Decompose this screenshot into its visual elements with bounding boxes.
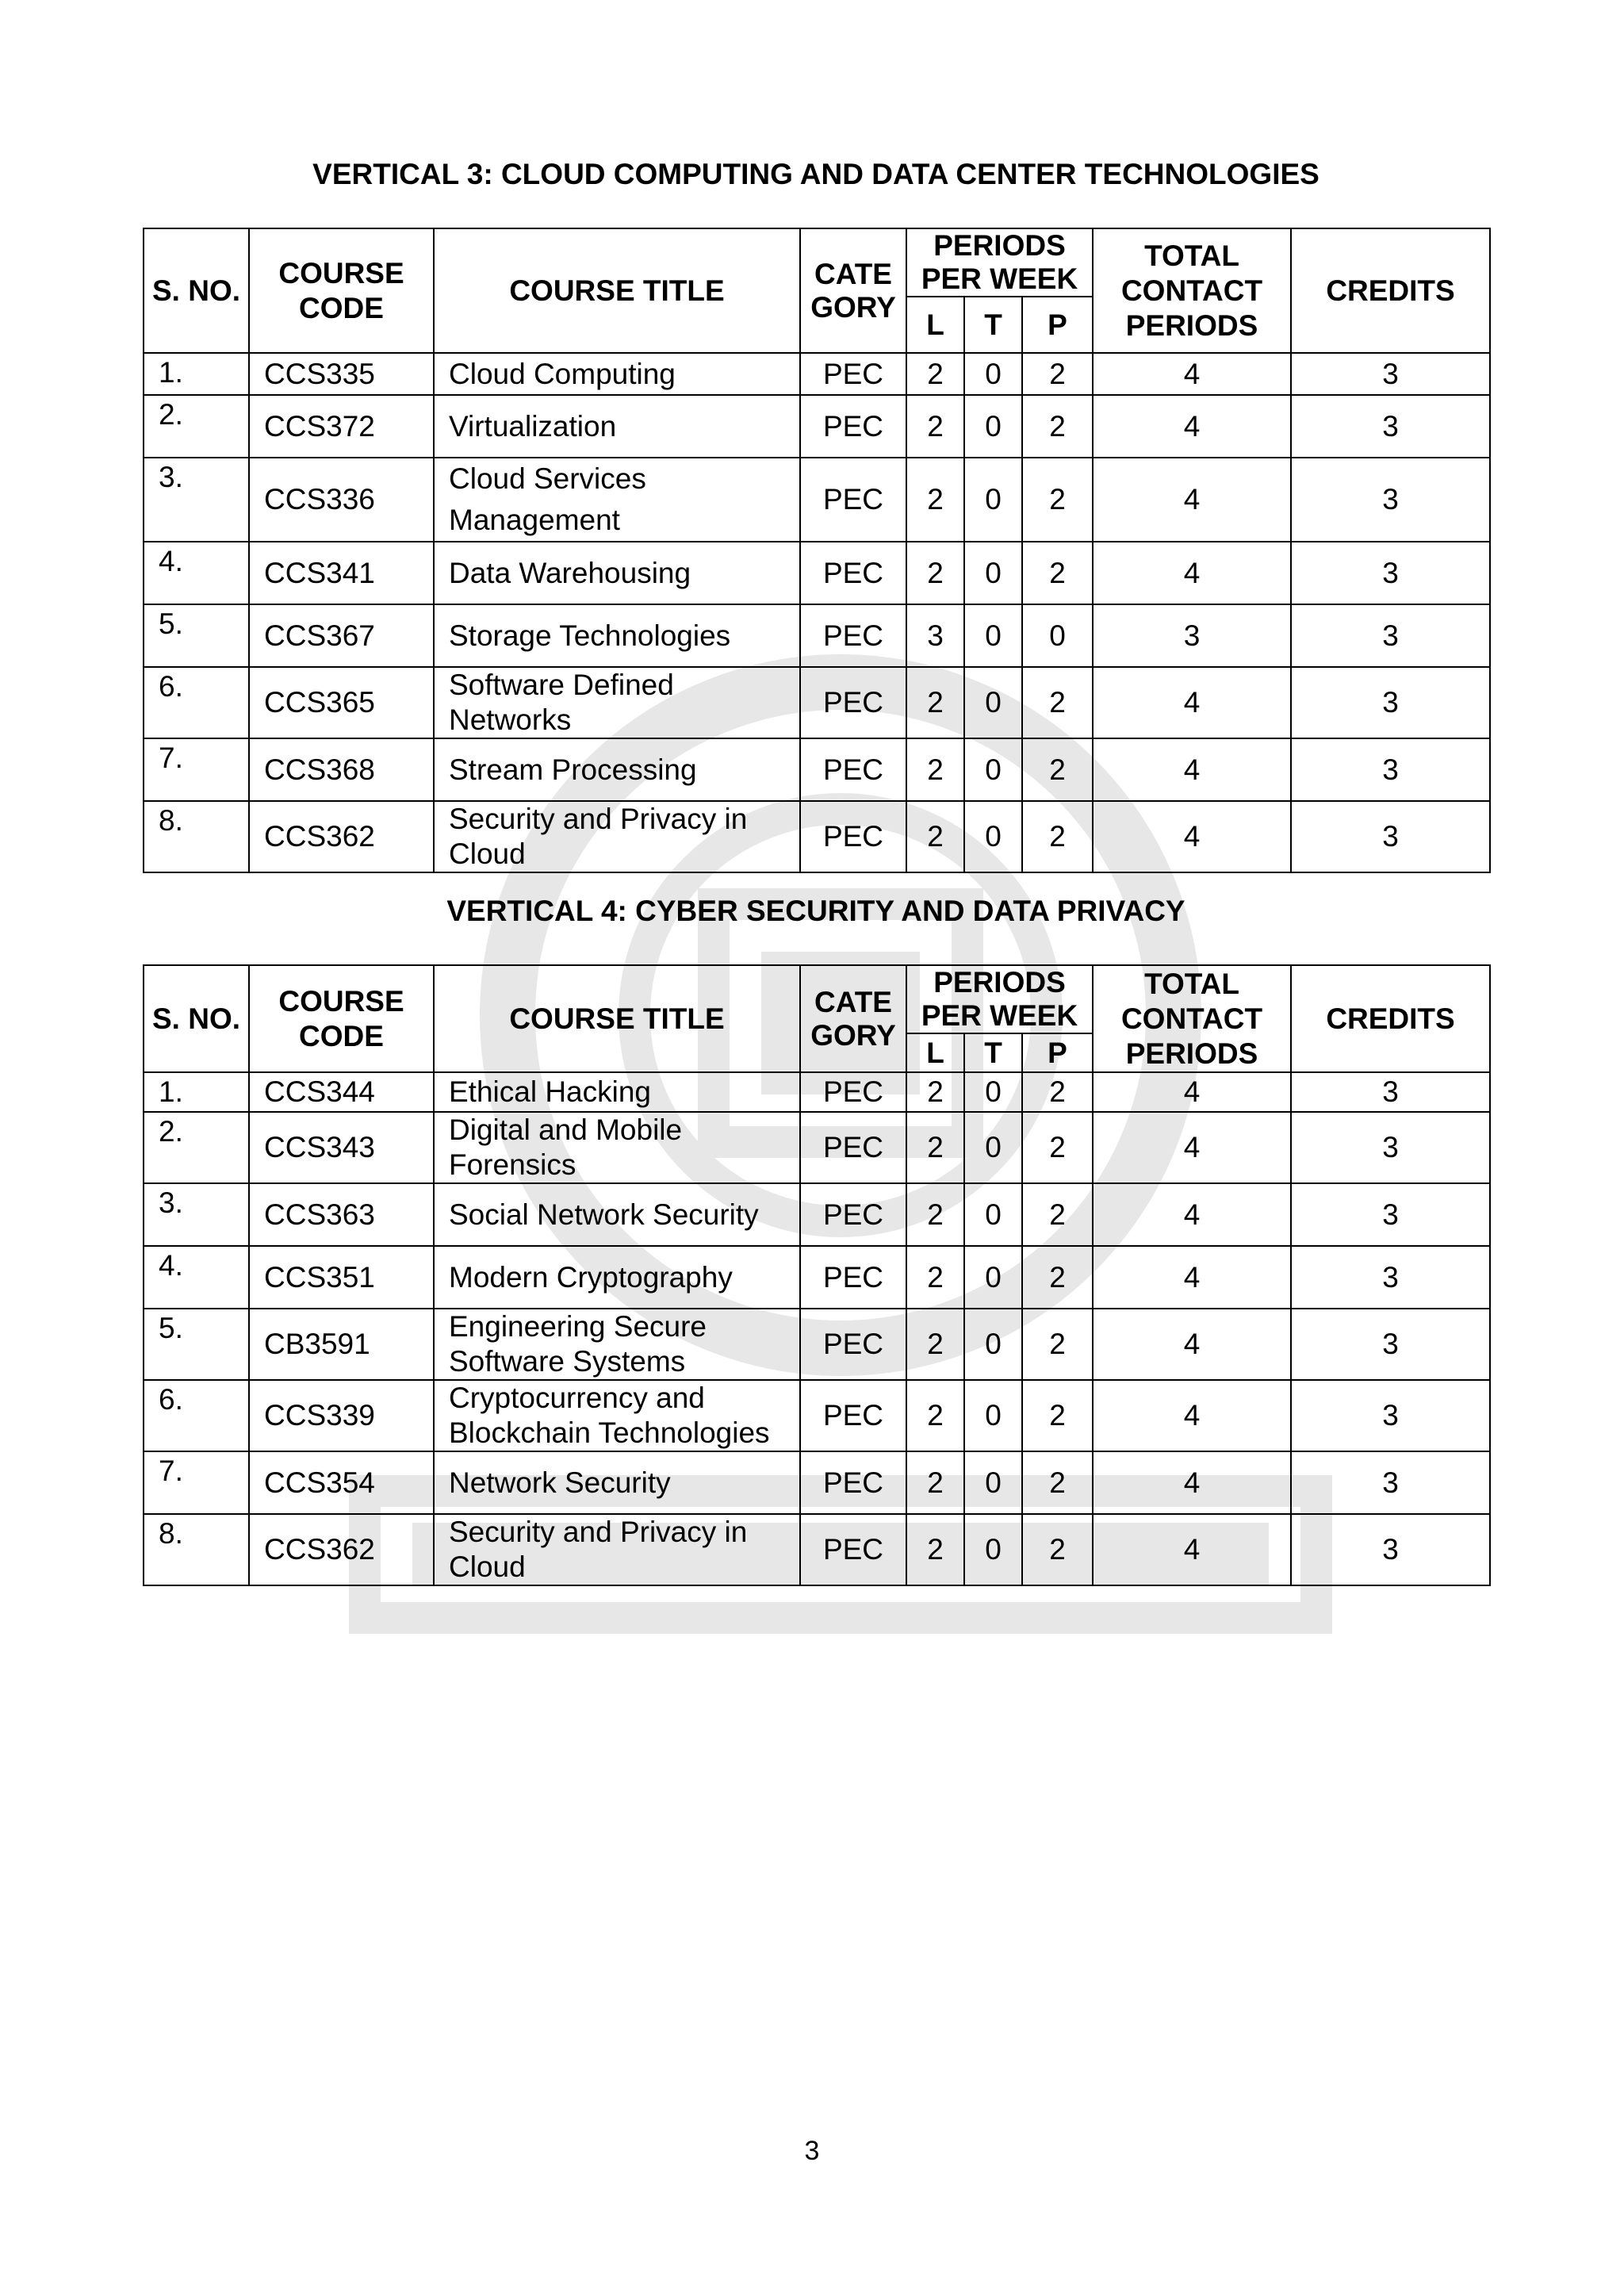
cell-sno: 5.	[144, 604, 249, 667]
cell-category: PEC	[800, 542, 906, 604]
cell-credits: 3	[1291, 1380, 1490, 1451]
cell-l: 2	[906, 542, 964, 604]
header-total-contact-periods: TOTAL CONTACT PERIODS	[1093, 228, 1291, 353]
cell-course-title: Cryptocurrency and Blockchain Technologies	[434, 1380, 800, 1451]
cell-total: 4	[1093, 1514, 1291, 1585]
cell-sno: 2.	[144, 395, 249, 458]
cell-t: 0	[964, 667, 1022, 738]
header-category: CATE GORY	[800, 228, 906, 353]
cell-category: PEC	[800, 1380, 906, 1451]
cell-total: 4	[1093, 1380, 1291, 1451]
header-periods-per-week: PERIODS PER WEEK	[906, 228, 1093, 297]
cell-t: 0	[964, 458, 1022, 542]
cell-course-code: CCS362	[249, 1514, 434, 1585]
cell-category: PEC	[800, 1514, 906, 1585]
header-sno: S. NO.	[144, 228, 249, 353]
cell-category: PEC	[800, 1451, 906, 1514]
cell-p: 2	[1022, 738, 1093, 801]
cell-sno: 1.	[144, 353, 249, 395]
vertical-3-title: VERTICAL 3: CLOUD COMPUTING AND DATA CENTER TECHNOLOGIES	[312, 158, 1320, 190]
cell-course-title: Security and Privacy in Cloud	[434, 1514, 800, 1585]
cell-l: 2	[906, 395, 964, 458]
header-sno: S. NO.	[144, 965, 249, 1072]
table-row	[144, 1451, 1490, 1514]
cell-category: PEC	[800, 1246, 906, 1309]
cell-credits: 3	[1291, 1514, 1490, 1585]
cell-total: 4	[1093, 801, 1291, 872]
cell-p: 2	[1022, 1072, 1093, 1112]
cell-p: 2	[1022, 667, 1093, 738]
table-row	[144, 458, 1490, 542]
cell-l: 2	[906, 353, 964, 395]
header-l: L	[906, 297, 964, 353]
cell-course-title: Engineering Secure Software Systems	[434, 1309, 800, 1380]
header-t: T	[964, 297, 1022, 353]
cell-total: 4	[1093, 395, 1291, 458]
header-category: CATE GORY	[800, 965, 906, 1072]
cell-total: 4	[1093, 353, 1291, 395]
cell-course-code: CCS354	[249, 1451, 434, 1514]
cell-course-code: CCS362	[249, 801, 434, 872]
cell-sno: 8.	[144, 1514, 249, 1585]
cell-sno: 6.	[144, 667, 249, 738]
cell-course-title: Network Security	[434, 1451, 800, 1514]
cell-credits: 3	[1291, 604, 1490, 667]
cell-l: 2	[906, 1380, 964, 1451]
cell-t: 0	[964, 395, 1022, 458]
cell-l: 2	[906, 1112, 964, 1183]
cell-category: PEC	[800, 353, 906, 395]
cell-l: 2	[906, 458, 964, 542]
cell-t: 0	[964, 1380, 1022, 1451]
cell-total: 4	[1093, 738, 1291, 801]
header-course-title: COURSE TITLE	[434, 228, 800, 353]
cell-credits: 3	[1291, 395, 1490, 458]
vertical-4-title: VERTICAL 4: CYBER SECURITY AND DATA PRIVACY	[446, 895, 1185, 927]
cell-credits: 3	[1291, 1072, 1490, 1112]
table-row	[144, 1072, 1490, 1112]
table-row	[144, 1246, 1490, 1309]
cell-course-code: CCS351	[249, 1246, 434, 1309]
table-row	[144, 604, 1490, 667]
cell-l: 2	[906, 1309, 964, 1380]
cell-sno: 6.	[144, 1380, 249, 1451]
cell-t: 0	[964, 801, 1022, 872]
cell-sno: 8.	[144, 801, 249, 872]
header-p: P	[1022, 1033, 1093, 1072]
cell-p: 2	[1022, 1112, 1093, 1183]
cell-p: 2	[1022, 1246, 1093, 1309]
cell-credits: 3	[1291, 1246, 1490, 1309]
table-row	[144, 1514, 1490, 1585]
header-credits: CREDITS	[1291, 228, 1490, 353]
cell-credits: 3	[1291, 1183, 1490, 1246]
cell-l: 2	[906, 1072, 964, 1112]
cell-course-title: Storage Technologies	[434, 604, 800, 667]
cell-p: 2	[1022, 1309, 1093, 1380]
cell-course-title: Modern Cryptography	[434, 1246, 800, 1309]
table-row	[144, 667, 1490, 738]
cell-t: 0	[964, 1072, 1022, 1112]
cell-course-code: CCS372	[249, 395, 434, 458]
cell-credits: 3	[1291, 1309, 1490, 1380]
page-number: 3	[804, 2136, 820, 2166]
cell-total: 4	[1093, 1246, 1291, 1309]
cell-course-code: CCS344	[249, 1072, 434, 1112]
cell-p: 2	[1022, 395, 1093, 458]
cell-course-title: Software Defined Networks	[434, 667, 800, 738]
cell-sno: 1.	[144, 1072, 249, 1112]
cell-category: PEC	[800, 1309, 906, 1380]
cell-course-code: CCS367	[249, 604, 434, 667]
cell-total: 4	[1093, 667, 1291, 738]
cell-category: PEC	[800, 1112, 906, 1183]
cell-p: 0	[1022, 604, 1093, 667]
cell-sno: 5.	[144, 1309, 249, 1380]
vertical-4-table	[143, 964, 1491, 1586]
cell-credits: 3	[1291, 1112, 1490, 1183]
cell-total: 3	[1093, 604, 1291, 667]
header-t: T	[964, 1033, 1022, 1072]
cell-l: 2	[906, 1451, 964, 1514]
header-course-code: COURSE CODE	[249, 965, 434, 1072]
cell-t: 0	[964, 1451, 1022, 1514]
table-row	[144, 395, 1490, 458]
cell-category: PEC	[800, 801, 906, 872]
cell-t: 0	[964, 542, 1022, 604]
cell-sno: 4.	[144, 542, 249, 604]
cell-course-code: CCS343	[249, 1112, 434, 1183]
cell-p: 2	[1022, 1451, 1093, 1514]
cell-total: 4	[1093, 1183, 1291, 1246]
cell-course-title: Stream Processing	[434, 738, 800, 801]
cell-credits: 3	[1291, 738, 1490, 801]
cell-total: 4	[1093, 458, 1291, 542]
cell-course-code: CCS335	[249, 353, 434, 395]
cell-p: 2	[1022, 353, 1093, 395]
table-row	[144, 353, 1490, 395]
table-row	[144, 542, 1490, 604]
cell-credits: 3	[1291, 1451, 1490, 1514]
cell-credits: 3	[1291, 667, 1490, 738]
cell-course-code: CCS339	[249, 1380, 434, 1451]
cell-t: 0	[964, 1112, 1022, 1183]
cell-category: PEC	[800, 1183, 906, 1246]
cell-l: 2	[906, 1246, 964, 1309]
header-l: L	[906, 1033, 964, 1072]
cell-category: PEC	[800, 738, 906, 801]
header-course-title: COURSE TITLE	[434, 965, 800, 1072]
cell-course-code: CCS341	[249, 542, 434, 604]
table-row	[144, 1112, 1490, 1183]
cell-l: 3	[906, 604, 964, 667]
cell-p: 2	[1022, 542, 1093, 604]
cell-l: 2	[906, 801, 964, 872]
cell-t: 0	[964, 353, 1022, 395]
cell-p: 2	[1022, 1514, 1093, 1585]
cell-course-code: CCS365	[249, 667, 434, 738]
cell-sno: 2.	[144, 1112, 249, 1183]
cell-category: PEC	[800, 1072, 906, 1112]
cell-course-title: Virtualization	[434, 395, 800, 458]
header-periods-per-week: PERIODS PER WEEK	[906, 965, 1093, 1033]
cell-total: 4	[1093, 542, 1291, 604]
vertical-3-table	[143, 228, 1491, 873]
cell-course-title: Cloud Services Management	[434, 458, 800, 542]
cell-category: PEC	[800, 667, 906, 738]
cell-total: 4	[1093, 1072, 1291, 1112]
cell-course-title: Digital and Mobile Forensics	[434, 1112, 800, 1183]
cell-total: 4	[1093, 1451, 1291, 1514]
cell-p: 2	[1022, 1183, 1093, 1246]
table-row	[144, 1183, 1490, 1246]
cell-course-title: Cloud Computing	[434, 353, 800, 395]
cell-category: PEC	[800, 458, 906, 542]
cell-sno: 3.	[144, 1183, 249, 1246]
table-row	[144, 801, 1490, 872]
cell-t: 0	[964, 1514, 1022, 1585]
cell-total: 4	[1093, 1112, 1291, 1183]
cell-l: 2	[906, 1183, 964, 1246]
cell-p: 2	[1022, 1380, 1093, 1451]
cell-t: 0	[964, 1183, 1022, 1246]
cell-t: 0	[964, 738, 1022, 801]
cell-sno: 3.	[144, 458, 249, 542]
cell-credits: 3	[1291, 542, 1490, 604]
cell-l: 2	[906, 738, 964, 801]
table-row	[144, 1309, 1490, 1380]
cell-course-code: CB3591	[249, 1309, 434, 1380]
cell-sno: 4.	[144, 1246, 249, 1309]
cell-category: PEC	[800, 604, 906, 667]
cell-category: PEC	[800, 395, 906, 458]
cell-l: 2	[906, 667, 964, 738]
cell-l: 2	[906, 1514, 964, 1585]
cell-credits: 3	[1291, 458, 1490, 542]
cell-course-code: CCS363	[249, 1183, 434, 1246]
cell-course-code: CCS336	[249, 458, 434, 542]
cell-p: 2	[1022, 801, 1093, 872]
header-course-code: COURSE CODE	[249, 228, 434, 353]
header-total-contact-periods: TOTAL CONTACT PERIODS	[1093, 965, 1291, 1072]
header-credits: CREDITS	[1291, 965, 1490, 1072]
cell-course-title: Social Network Security	[434, 1183, 800, 1246]
cell-course-title: Ethical Hacking	[434, 1072, 800, 1112]
cell-total: 4	[1093, 1309, 1291, 1380]
cell-p: 2	[1022, 458, 1093, 542]
cell-credits: 3	[1291, 801, 1490, 872]
cell-course-title: Security and Privacy in Cloud	[434, 801, 800, 872]
cell-course-title: Data Warehousing	[434, 542, 800, 604]
cell-sno: 7.	[144, 738, 249, 801]
table-row	[144, 1380, 1490, 1451]
cell-t: 0	[964, 1309, 1022, 1380]
cell-course-code: CCS368	[249, 738, 434, 801]
cell-sno: 7.	[144, 1451, 249, 1514]
header-p: P	[1022, 297, 1093, 353]
table-row	[144, 738, 1490, 801]
cell-t: 0	[964, 604, 1022, 667]
cell-credits: 3	[1291, 353, 1490, 395]
cell-t: 0	[964, 1246, 1022, 1309]
